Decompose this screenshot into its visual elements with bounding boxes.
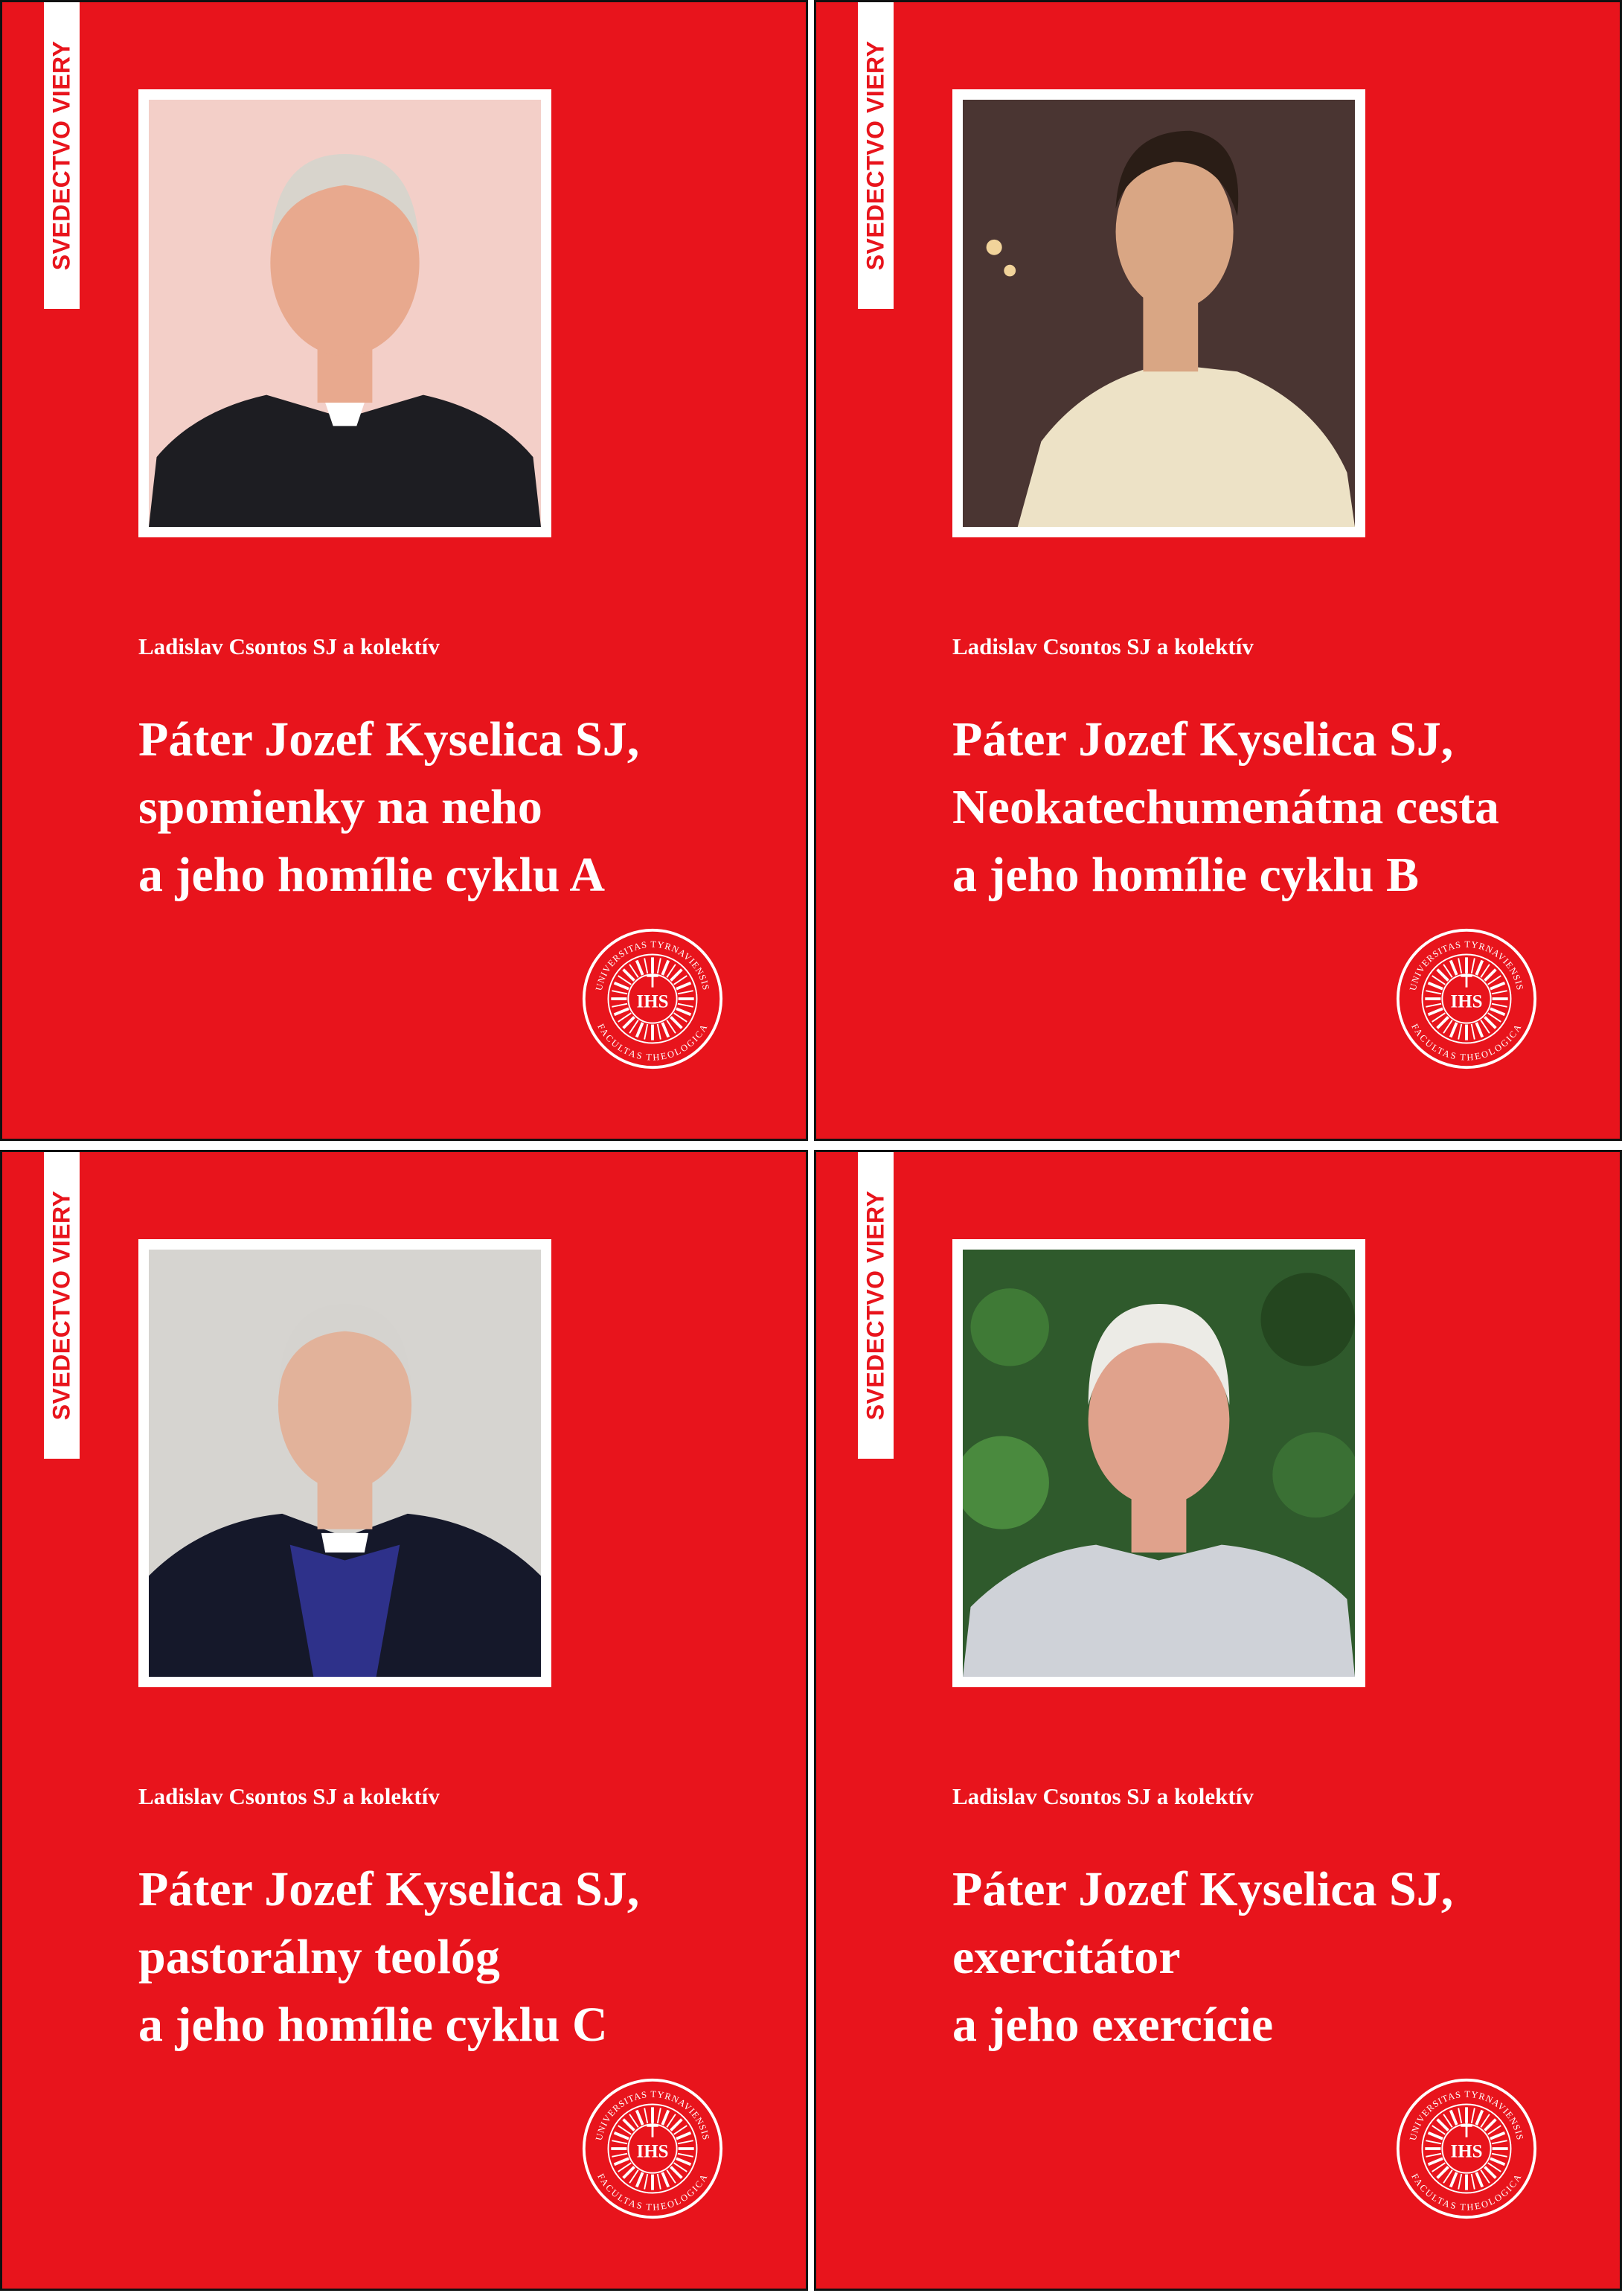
svg-text:FACULTAS THEOLOGICA: FACULTAS THEOLOGICA <box>595 1022 710 1063</box>
portrait-frame <box>138 1239 551 1687</box>
series-label: SVEDECTVO VIERY <box>862 1190 889 1421</box>
svg-text:UNIVERSITAS TYRNAVIENSIS: UNIVERSITAS TYRNAVIENSIS <box>593 2088 712 2142</box>
book-cover-cycle-a <box>0 0 808 1141</box>
svg-text:IHS: IHS <box>1450 991 1483 1012</box>
svg-text:FACULTAS THEOLOGICA: FACULTAS THEOLOGICA <box>1409 1022 1524 1063</box>
university-seal-icon <box>1395 2077 1538 2220</box>
title-line: Páter Jozef Kyselica SJ, <box>952 712 1454 767</box>
book-cover-cycle-b <box>814 0 1622 1141</box>
svg-text:UNIVERSITAS TYRNAVIENSIS: UNIVERSITAS TYRNAVIENSIS <box>593 938 712 992</box>
title-line: Páter Jozef Kyselica SJ, <box>138 1862 640 1916</box>
title-line: Neokatechumenátna cesta <box>952 780 1500 834</box>
portrait-photo <box>963 1250 1355 1677</box>
title-line: a jeho homílie cyklu B <box>952 848 1420 902</box>
title-line: pastorálny teológ <box>138 1930 500 1984</box>
title-line: Páter Jozef Kyselica SJ, <box>138 712 640 767</box>
series-tab <box>44 1152 80 1459</box>
author-name: Ladislav Csontos SJ a kolektív <box>138 633 440 659</box>
author-name: Ladislav Csontos SJ a kolektív <box>138 1783 440 1809</box>
title-line: spomienky na neho <box>138 780 542 834</box>
university-seal-icon <box>581 927 724 1070</box>
series-tab <box>858 2 894 309</box>
series-tab <box>44 2 80 309</box>
svg-text:UNIVERSITAS TYRNAVIENSIS: UNIVERSITAS TYRNAVIENSIS <box>1407 938 1526 992</box>
book-title <box>952 706 1607 909</box>
author-name: Ladislav Csontos SJ a kolektív <box>952 1783 1254 1809</box>
title-line: a jeho homílie cyklu C <box>138 1998 608 2052</box>
svg-text:FACULTAS THEOLOGICA: FACULTAS THEOLOGICA <box>595 2172 710 2213</box>
portrait-frame <box>138 89 551 537</box>
svg-text:UNIVERSITAS TYRNAVIENSIS: UNIVERSITAS TYRNAVIENSIS <box>1407 2088 1526 2142</box>
university-seal-icon <box>581 2077 724 2220</box>
portrait-photo <box>149 1250 541 1677</box>
book-title <box>138 1855 793 2059</box>
portrait-frame <box>952 89 1365 537</box>
series-label: SVEDECTVO VIERY <box>48 40 75 271</box>
portrait-photo <box>149 100 541 527</box>
series-label: SVEDECTVO VIERY <box>862 40 889 271</box>
title-line: Páter Jozef Kyselica SJ, <box>952 1862 1454 1916</box>
author-name: Ladislav Csontos SJ a kolektív <box>952 633 1254 659</box>
book-title <box>952 1855 1607 2059</box>
svg-text:IHS: IHS <box>636 2141 669 2162</box>
portrait-photo <box>963 100 1355 527</box>
title-line: a jeho exercície <box>952 1998 1274 2052</box>
book-cover-cycle-c <box>0 1150 808 2291</box>
title-line: a jeho homílie cyklu A <box>138 848 606 902</box>
svg-text:IHS: IHS <box>636 991 669 1012</box>
title-line: exercitátor <box>952 1930 1181 1984</box>
svg-text:IHS: IHS <box>1450 2141 1483 2162</box>
svg-text:FACULTAS THEOLOGICA: FACULTAS THEOLOGICA <box>1409 2172 1524 2213</box>
series-tab <box>858 1152 894 1459</box>
portrait-frame <box>952 1239 1365 1687</box>
series-label: SVEDECTVO VIERY <box>48 1190 75 1421</box>
university-seal-icon <box>1395 927 1538 1070</box>
book-cover-exercises <box>814 1150 1622 2291</box>
book-title <box>138 706 793 909</box>
